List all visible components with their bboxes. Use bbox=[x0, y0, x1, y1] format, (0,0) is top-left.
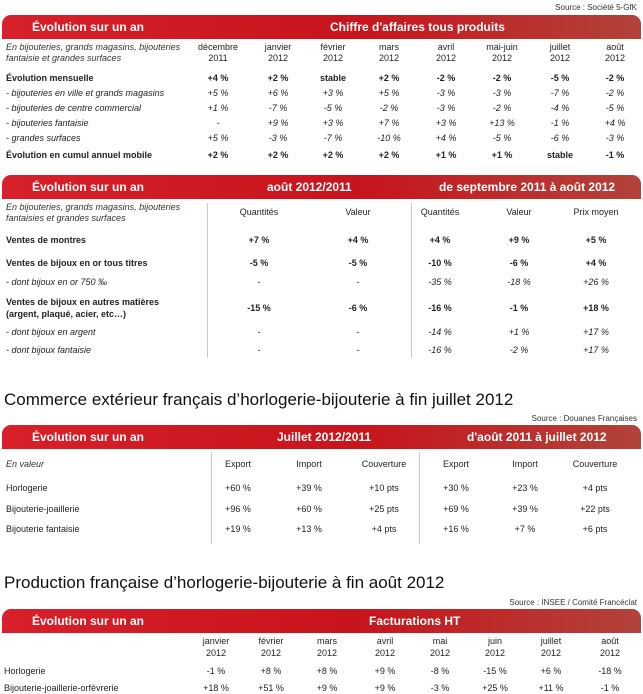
table-cell: +7 % bbox=[514, 524, 536, 534]
table-cell: +16 % bbox=[443, 524, 469, 534]
row-label: Horlogerie bbox=[4, 666, 46, 676]
table-cell: - bbox=[356, 345, 360, 355]
row-label: Ventes de montres bbox=[6, 235, 87, 245]
table-cell: +9 % bbox=[316, 683, 338, 693]
table-cell: +25 pts bbox=[369, 504, 399, 514]
column-header: Quantités bbox=[420, 207, 460, 217]
table-cell: -35 % bbox=[428, 277, 452, 287]
table-cell: -5 % bbox=[550, 73, 570, 83]
table-cell: -15 % bbox=[483, 666, 507, 676]
table-cell: +18 % bbox=[203, 683, 229, 693]
table-cell: -5 % bbox=[323, 103, 343, 113]
table-cell: -6 % bbox=[348, 303, 368, 313]
table2-subheader: En bijouteries, grands magasins, bijouteries fantaisies et grandes surfaces bbox=[6, 202, 181, 223]
table-cell: -2 % bbox=[605, 73, 625, 83]
table-cell: +7 % bbox=[248, 235, 270, 245]
source-t1: Source : Société 5-GfK bbox=[555, 3, 637, 12]
row-label: Évolution mensuelle bbox=[6, 73, 94, 83]
table-cell: +5 % bbox=[585, 235, 607, 245]
table1-header-left: Évolution sur un an bbox=[32, 20, 145, 34]
table-cell: +4 pts bbox=[371, 524, 397, 534]
section-title-production: Production française d’horlogerie-bijouterie à fin août 2012 bbox=[4, 573, 445, 592]
table-cell: +22 pts bbox=[580, 504, 610, 514]
table1-subheader: En bijouteries, grands magasins, bijouteries fantaisie et grandes surfaces bbox=[6, 42, 181, 63]
row-label: Bijouterie-joaillerie bbox=[6, 504, 80, 514]
row-label: Horlogerie bbox=[6, 483, 48, 493]
table-cell: -2 % bbox=[492, 73, 512, 83]
table-cell: -8 % bbox=[430, 666, 450, 676]
table-cell: -1 % bbox=[600, 683, 620, 693]
table3-header bbox=[2, 425, 641, 449]
column-header: 2012 bbox=[549, 53, 571, 63]
row-label: - dont bijoux fantaisie bbox=[6, 345, 92, 355]
table-cell: -14 % bbox=[428, 327, 452, 337]
table-cell: -18 % bbox=[598, 666, 622, 676]
table-cell: +2 % bbox=[267, 73, 289, 83]
table-cell: +4 % bbox=[585, 258, 607, 268]
table-cell: +4 % bbox=[604, 118, 626, 128]
column-header: mars bbox=[379, 42, 399, 52]
column-header: Quantités bbox=[239, 207, 279, 217]
row-label: Ventes de bijoux en or tous titres bbox=[6, 258, 148, 268]
column-header: Couverture bbox=[572, 459, 618, 469]
column-header: 2012 bbox=[205, 648, 227, 658]
table-cell: stable bbox=[319, 73, 346, 83]
table2-header-right: de septembre 2011 à août 2012 bbox=[439, 180, 616, 194]
table-cell: +60 % bbox=[225, 483, 251, 493]
table-cell: +6 pts bbox=[582, 524, 608, 534]
column-header: juin bbox=[487, 636, 502, 646]
table-cell: +5 % bbox=[378, 88, 400, 98]
table3-header-right: d'août 2011 à juillet 2012 bbox=[467, 430, 607, 444]
table3-header-left: Évolution sur un an bbox=[32, 430, 145, 444]
table-cell: +39 % bbox=[296, 483, 322, 493]
table-cell: +5 % bbox=[207, 133, 229, 143]
table-cell: +7 % bbox=[378, 118, 400, 128]
table-cell: -3 % bbox=[605, 133, 625, 143]
table3-subheader: En valeur bbox=[6, 459, 45, 469]
table-cell: -1 % bbox=[206, 666, 226, 676]
column-header: février bbox=[320, 42, 346, 52]
table-cell: +60 % bbox=[296, 504, 322, 514]
table-cell: -1 % bbox=[550, 118, 570, 128]
table-cell: -3 % bbox=[492, 88, 512, 98]
column-header: Import bbox=[512, 459, 538, 469]
table-cell: -2 % bbox=[492, 103, 512, 113]
column-header: 2012 bbox=[267, 53, 289, 63]
table2-header bbox=[2, 175, 641, 199]
table-cell: +1 % bbox=[508, 327, 530, 337]
column-header: Export bbox=[224, 459, 251, 469]
table-cell: +51 % bbox=[258, 683, 284, 693]
row-label: Évolution en cumul annuel mobile bbox=[6, 150, 153, 160]
table-cell: -5 % bbox=[249, 258, 269, 268]
table-cell: -7 % bbox=[323, 133, 343, 143]
column-header: décembre bbox=[197, 42, 239, 52]
table4-header bbox=[2, 609, 641, 633]
table-cell: +2 % bbox=[378, 150, 400, 160]
table2-divider-1 bbox=[207, 203, 208, 358]
table-cell: -7 % bbox=[268, 103, 288, 113]
table-cell: -16 % bbox=[428, 303, 452, 313]
table-cell: -3 % bbox=[436, 88, 456, 98]
table-cell: +26 % bbox=[583, 277, 609, 287]
table-cell: - bbox=[257, 327, 261, 337]
table-cell: +18 % bbox=[583, 303, 609, 313]
table-cell: +13 % bbox=[296, 524, 322, 534]
table-cell: +19 % bbox=[225, 524, 251, 534]
table-cell: -2 % bbox=[509, 345, 529, 355]
column-header: janvier bbox=[264, 42, 292, 52]
table-cell: -18 % bbox=[507, 277, 531, 287]
table-cell: -3 % bbox=[430, 683, 450, 693]
column-header: juillet bbox=[540, 636, 562, 646]
table-cell: stable bbox=[546, 150, 573, 160]
table-cell: +4 % bbox=[347, 235, 369, 245]
table-cell: +39 % bbox=[512, 504, 538, 514]
table-cell: +2 % bbox=[207, 150, 229, 160]
table-cell: -3 % bbox=[436, 103, 456, 113]
table-cell: +2 % bbox=[378, 73, 400, 83]
table-cell: - bbox=[216, 118, 220, 128]
column-header: 2012 bbox=[484, 648, 506, 658]
column-header: 2012 bbox=[322, 53, 344, 63]
table-cell: -2 % bbox=[379, 103, 399, 113]
column-header: février bbox=[258, 636, 284, 646]
table-cell: -10 % bbox=[428, 258, 452, 268]
row-label: Bijouterie fantaisie bbox=[6, 524, 80, 534]
column-header: 2012 bbox=[316, 648, 338, 658]
table-cell: +4 pts bbox=[582, 483, 608, 493]
table-cell: +6 % bbox=[267, 88, 289, 98]
table-cell: -6 % bbox=[509, 258, 529, 268]
table-cell: +2 % bbox=[267, 150, 289, 160]
table1-header-right: Chiffre d'affaires tous produits bbox=[330, 20, 505, 34]
table-cell: +10 pts bbox=[369, 483, 399, 493]
table-cell: - bbox=[356, 277, 360, 287]
table2-header-left: Évolution sur un an bbox=[32, 180, 145, 194]
table-cell: +9 % bbox=[508, 235, 530, 245]
column-header: 2012 bbox=[435, 53, 457, 63]
table-cell: -16 % bbox=[428, 345, 452, 355]
table-cell: -5 % bbox=[492, 133, 512, 143]
column-header: août bbox=[601, 636, 619, 646]
column-header: avril bbox=[437, 42, 455, 52]
column-header: Prix moyen bbox=[573, 207, 619, 217]
column-header: janvier bbox=[202, 636, 230, 646]
column-header: 2012 bbox=[604, 53, 626, 63]
table4-header-right: Facturations HT bbox=[369, 614, 461, 628]
column-header: juillet bbox=[549, 42, 571, 52]
column-header: 2012 bbox=[429, 648, 451, 658]
table-cell: +3 % bbox=[322, 88, 344, 98]
table-cell: +1 % bbox=[491, 150, 513, 160]
table-cell: +5 % bbox=[207, 88, 229, 98]
table-cell: +96 % bbox=[225, 504, 251, 514]
column-header: mars bbox=[317, 636, 337, 646]
table-cell: -3 % bbox=[268, 133, 288, 143]
row-label: - bijouteries fantaisie bbox=[6, 118, 89, 128]
table2-header-mid: août 2012/2011 bbox=[267, 180, 352, 194]
table-cell: -5 % bbox=[348, 258, 368, 268]
row-label: (argent, plaqué, acier, etc…) bbox=[6, 309, 127, 319]
table-cell: -1 % bbox=[509, 303, 529, 313]
table-cell: +2 % bbox=[322, 150, 344, 160]
table-cell: -2 % bbox=[436, 73, 456, 83]
table-cell: -5 % bbox=[605, 103, 625, 113]
table3-divider-2 bbox=[419, 452, 420, 544]
column-header: mai-juin bbox=[486, 42, 518, 52]
row-label: - bijouteries de centre commercial bbox=[6, 103, 142, 113]
row-label: - dont bijoux en or 750 ‰ bbox=[6, 277, 108, 287]
table-cell: -10 % bbox=[377, 133, 401, 143]
table-cell: +3 % bbox=[435, 118, 457, 128]
table-cell: +9 % bbox=[267, 118, 289, 128]
column-header: août bbox=[606, 42, 624, 52]
table-cell: +3 % bbox=[322, 118, 344, 128]
row-label: - grandes surfaces bbox=[6, 133, 81, 143]
table-cell: +13 % bbox=[489, 118, 515, 128]
column-header: 2012 bbox=[599, 648, 621, 658]
table-cell: - bbox=[257, 345, 261, 355]
column-header: Import bbox=[296, 459, 322, 469]
table-cell: +1 % bbox=[207, 103, 229, 113]
table-cell: +4 % bbox=[207, 73, 229, 83]
table-cell: +30 % bbox=[443, 483, 469, 493]
column-header: 2012 bbox=[540, 648, 562, 658]
table-cell: +8 % bbox=[260, 666, 282, 676]
table-cell: +4 % bbox=[435, 133, 457, 143]
column-header: 2012 bbox=[491, 53, 513, 63]
row-label: Bijouterie-joaillerie-orfèvrerie bbox=[4, 683, 119, 693]
table-cell: -1 % bbox=[605, 150, 625, 160]
column-header: mai bbox=[432, 636, 448, 646]
column-header: Valeur bbox=[506, 207, 532, 217]
source-t3: Source : Douanes Françaises bbox=[531, 414, 637, 423]
table-cell: +17 % bbox=[583, 327, 609, 337]
table-cell: +1 % bbox=[435, 150, 457, 160]
table-cell: +11 % bbox=[538, 683, 564, 693]
table1-header bbox=[2, 15, 641, 39]
column-header: 2012 bbox=[378, 53, 400, 63]
column-header: Valeur bbox=[345, 207, 371, 217]
column-header: 2012 bbox=[374, 648, 396, 658]
column-header: Export bbox=[442, 459, 469, 469]
row-label: Ventes de bijoux en autres matières bbox=[6, 297, 160, 307]
table-cell: - bbox=[356, 327, 360, 337]
table-cell: -2 % bbox=[605, 88, 625, 98]
column-header: 2012 bbox=[260, 648, 282, 658]
table-cell: +25 % bbox=[482, 683, 508, 693]
table-cell: -4 % bbox=[550, 103, 570, 113]
table-cell: -7 % bbox=[550, 88, 570, 98]
table-cell: -6 % bbox=[550, 133, 570, 143]
table-cell: +17 % bbox=[583, 345, 609, 355]
column-header: Couverture bbox=[361, 459, 407, 469]
column-header: 2011 bbox=[208, 53, 228, 63]
source-t4: Source : INSEE / Comité Francéclat bbox=[509, 598, 637, 607]
table-cell: +4 % bbox=[429, 235, 451, 245]
table-cell: +6 % bbox=[540, 666, 562, 676]
table-cell: +69 % bbox=[443, 504, 469, 514]
table-cell: +9 % bbox=[374, 683, 396, 693]
table4-header-left: Évolution sur un an bbox=[32, 614, 145, 628]
table-cell: -15 % bbox=[247, 303, 271, 313]
table-cell: +9 % bbox=[374, 666, 396, 676]
table-cell: +23 % bbox=[512, 483, 538, 493]
section-title-trade: Commerce extérieur français d’horlogerie-bijouterie à fin juillet 2012 bbox=[4, 390, 514, 409]
table-cell: - bbox=[257, 277, 261, 287]
table3-header-mid: Juillet 2012/2011 bbox=[277, 430, 372, 444]
column-header: avril bbox=[376, 636, 394, 646]
row-label: - dont bijoux en argent bbox=[6, 327, 96, 337]
row-label: - bijouteries en ville et grands magasins bbox=[6, 88, 165, 98]
table-cell: +8 % bbox=[316, 666, 338, 676]
